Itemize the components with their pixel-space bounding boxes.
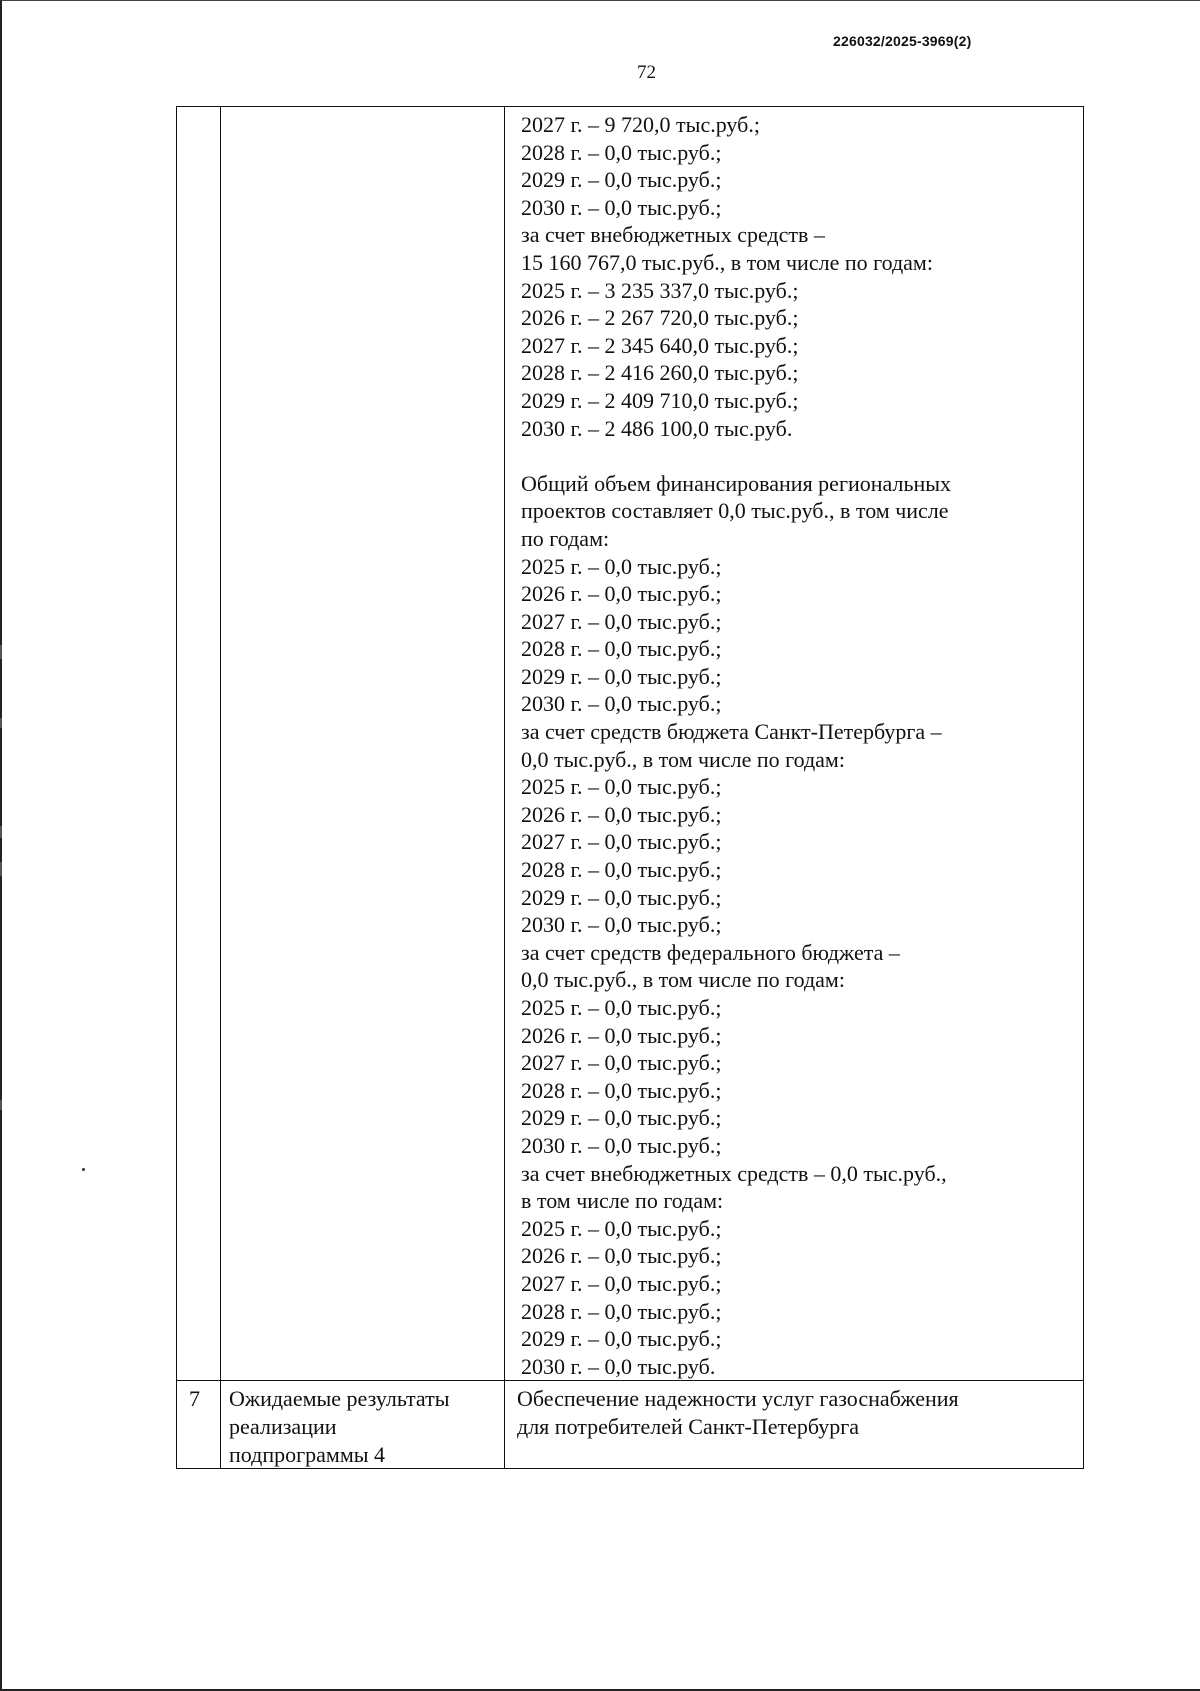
- funding-line: 2027 г. – 9 720,0 тыс.руб.;: [521, 112, 760, 137]
- funding-line: 2029 г. – 0,0 тыс.руб.;: [521, 1105, 722, 1131]
- funding-line: 2029 г. – 2 409 710,0 тыс.руб.;: [521, 387, 799, 413]
- funding-line: [521, 442, 1083, 470]
- funding-line: Общий объем финансирования региональных: [521, 470, 952, 496]
- funding-line: 2028 г. – 0,0 тыс.руб.;: [521, 857, 722, 883]
- table-row-expected-results: [177, 1381, 1084, 1469]
- funding-line: 2027 г. – 0,0 тыс.руб.;: [521, 1050, 722, 1076]
- document-id: 226032/2025-3969(2): [833, 33, 972, 49]
- scan-margin-mark: [0, 1100, 2, 1110]
- scan-margin-mark: [0, 862, 2, 876]
- funding-line: 2025 г. – 3 235 337,0 тыс.руб.;: [521, 277, 799, 303]
- scan-speck: [82, 1168, 85, 1171]
- funding-line: 2027 г. – 0,0 тыс.руб.;: [521, 829, 722, 855]
- row-name-line: подпрограммы 4: [229, 1441, 386, 1467]
- number-cell: [177, 107, 221, 1381]
- table-row-funding-continuation: [177, 107, 1084, 1381]
- funding-line: 2027 г. – 0,0 тыс.руб.;: [521, 1270, 722, 1296]
- scan-margin-mark: [0, 645, 2, 659]
- row-name-text: [221, 1381, 504, 1468]
- row-name-line: Ожидаемые результаты: [229, 1386, 450, 1412]
- funding-line: 2026 г. – 0,0 тыс.руб.;: [521, 1243, 722, 1269]
- funding-line: 0,0 тыс.руб., в том числе по годам:: [521, 746, 845, 772]
- funding-line: 2029 г. – 0,0 тыс.руб.;: [521, 1326, 722, 1352]
- funding-line: 2025 г. – 0,0 тыс.руб.;: [521, 774, 722, 800]
- funding-line: проектов составляет 0,0 тыс.руб., в том числе: [521, 498, 949, 524]
- funding-line: 2025 г. – 0,0 тыс.руб.;: [521, 1215, 722, 1241]
- scan-margin-mark: [0, 826, 2, 838]
- funding-line: 2026 г. – 2 267 720,0 тыс.руб.;: [521, 305, 799, 331]
- funding-line: 2026 г. – 0,0 тыс.руб.;: [521, 1022, 722, 1048]
- funding-line: 2025 г. – 0,0 тыс.руб.;: [521, 995, 722, 1020]
- funding-line: за счет средств бюджета Санкт-Петербурга –: [521, 719, 942, 745]
- funding-line: 0,0 тыс.руб., в том числе по годам:: [521, 967, 845, 993]
- funding-line: 2030 г. – 0,0 тыс.руб.: [521, 1353, 716, 1379]
- funding-line: 2030 г. – 0,0 тыс.руб.;: [521, 194, 722, 220]
- row-value-line: Обеспечение надежности услуг газоснабжения: [517, 1386, 959, 1412]
- funding-line: 2026 г. – 0,0 тыс.руб.;: [521, 801, 722, 827]
- funding-line: в том числе по годам:: [521, 1188, 724, 1214]
- funding-line: 2027 г. – 0,0 тыс.руб.;: [521, 608, 722, 634]
- funding-line: 2030 г. – 0,0 тыс.руб.;: [521, 912, 722, 938]
- funding-line: по годам:: [521, 525, 610, 551]
- funding-cell: [505, 107, 1084, 1381]
- funding-line: за счет внебюджетных средств –: [521, 222, 825, 248]
- page-number: 72: [637, 62, 656, 83]
- funding-line: 2025 г. – 0,0 тыс.руб.;: [521, 553, 722, 579]
- funding-line: 2029 г. – 0,0 тыс.руб.;: [521, 663, 722, 689]
- value-cell: [505, 1381, 1084, 1469]
- funding-text: [505, 107, 1083, 1380]
- program-passport-table: [176, 106, 1084, 1469]
- row-number: 7: [189, 1386, 200, 1412]
- funding-line: 2027 г. – 2 345 640,0 тыс.руб.;: [521, 332, 799, 358]
- number-cell: [177, 1381, 221, 1469]
- funding-line: 2028 г. – 2 416 260,0 тыс.руб.;: [521, 360, 799, 386]
- name-cell: [221, 107, 505, 1381]
- funding-line: 15 160 767,0 тыс.руб., в том числе по годам:: [521, 249, 933, 275]
- funding-line: 2026 г. – 0,0 тыс.руб.;: [521, 581, 722, 607]
- row-value-text: [505, 1381, 1083, 1440]
- funding-line: за счет внебюджетных средств – 0,0 тыс.руб.,: [521, 1160, 947, 1186]
- funding-line: 2028 г. – 0,0 тыс.руб.;: [521, 1298, 722, 1324]
- funding-line: 2030 г. – 0,0 тыс.руб.;: [521, 691, 722, 717]
- row-value-line: для потребителей Санкт-Петербурга: [517, 1413, 860, 1439]
- funding-line: 2028 г. – 0,0 тыс.руб.;: [521, 636, 722, 662]
- name-cell: [221, 1381, 505, 1469]
- funding-line: за счет средств федерального бюджета –: [521, 939, 900, 965]
- row-name-line: реализации: [229, 1413, 337, 1439]
- funding-line: 2029 г. – 0,0 тыс.руб.;: [521, 884, 722, 910]
- funding-line: 2030 г. – 2 486 100,0 тыс.руб.: [521, 415, 793, 441]
- funding-line: 2028 г. – 0,0 тыс.руб.;: [521, 139, 722, 165]
- funding-line: 2029 г. – 0,0 тыс.руб.;: [521, 167, 722, 193]
- scan-margin-mark: [0, 718, 2, 728]
- funding-line: 2030 г. – 0,0 тыс.руб.;: [521, 1132, 722, 1158]
- funding-line: 2028 г. – 0,0 тыс.руб.;: [521, 1077, 722, 1103]
